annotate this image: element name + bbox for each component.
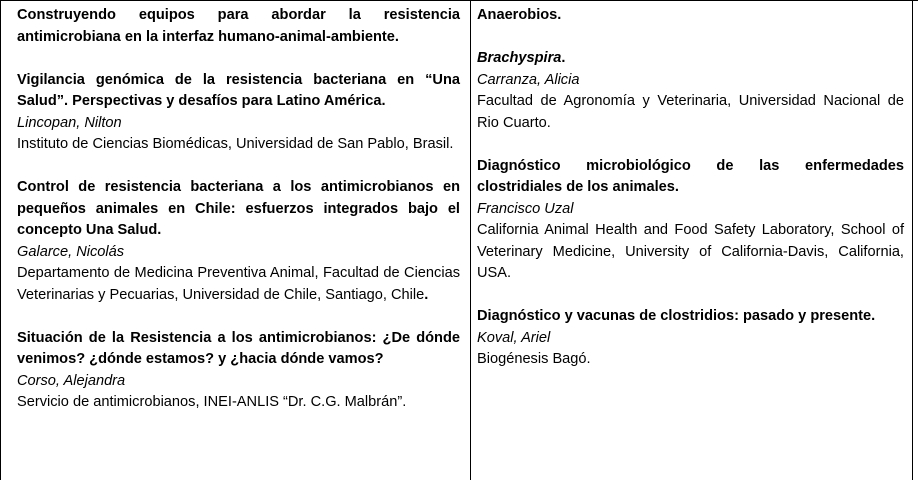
- talk-author: Corso, Alejandra: [17, 372, 126, 389]
- talk-title: [477, 48, 904, 70]
- talk-affiliation-text: Departamento de Medicina Preventiva Animal, Facultad de Ciencias Veterinarias y Pecuarias, Universidad de Chile, Santiago, Chile: [17, 265, 460, 303]
- talk-author: Francisco Uzal: [477, 200, 574, 217]
- talk-title: Vigilancia genómica de la resistencia bacteriana en “Una Salud”. Perspectivas y desafíos para Latino América.: [17, 71, 460, 109]
- left-section-header: Construyendo equipos para abordar la resistencia antimicrobiana en la interfaz humano-animal-ambiente.: [17, 7, 460, 45]
- talk-affiliation: [17, 263, 460, 306]
- talk-author: Koval, Ariel: [477, 329, 551, 346]
- talk-entry-koval: [477, 306, 904, 371]
- right-column: [471, 1, 913, 480]
- talk-author: Lincopan, Nilton: [17, 114, 122, 131]
- talk-title: Situación de la Resistencia a los antimicrobianos: ¿De dónde venimos? ¿dónde estamos? y ¿hacia dónde vamos?: [17, 329, 460, 367]
- right-header-entry: [477, 5, 904, 27]
- talk-author: Galarce, Nicolás: [17, 243, 125, 260]
- talk-entry-uzal: [477, 156, 904, 285]
- talk-affiliation: Facultad de Agronomía y Veterinaria, Universidad Nacional de Rio Cuarto.: [477, 93, 904, 131]
- left-header-entry: [17, 5, 460, 48]
- talk-affiliation: Servicio de antimicrobianos, INEI-ANLIS “Dr. C.G. Malbrán”.: [17, 394, 407, 410]
- talk-entry-corso: [17, 328, 460, 414]
- talk-title: Diagnóstico y vacunas de clostridios: pasado y presente.: [477, 308, 876, 324]
- talk-entry-lincopan: [17, 70, 460, 156]
- talk-affiliation-end: .: [424, 286, 429, 303]
- talk-affiliation: California Animal Health and Food Safety Laboratory, School of Veterinary Medicine, University of California-Davis, California, USA.: [477, 222, 904, 281]
- talk-title-end: .: [561, 50, 566, 66]
- talk-title-genus: Brachyspira: [477, 50, 562, 66]
- talk-entry-carranza: [477, 48, 904, 134]
- right-section-header: Anaerobios.: [477, 7, 562, 23]
- talk-affiliation: Biogénesis Bagó.: [477, 351, 591, 367]
- talk-author: Carranza, Alicia: [477, 71, 580, 88]
- left-column: [0, 1, 471, 480]
- talk-entry-galarce: [17, 177, 460, 306]
- talk-affiliation: Instituto de Ciencias Biomédicas, Universidad de San Pablo, Brasil.: [17, 136, 454, 152]
- talk-title: Diagnóstico microbiológico de las enfermedades clostridiales de los animales.: [477, 157, 904, 195]
- talk-title: Control de resistencia bacteriana a los antimicrobianos en pequeños animales en Chile: esfuerzos integrados bajo el concepto Una Salud.: [17, 179, 460, 238]
